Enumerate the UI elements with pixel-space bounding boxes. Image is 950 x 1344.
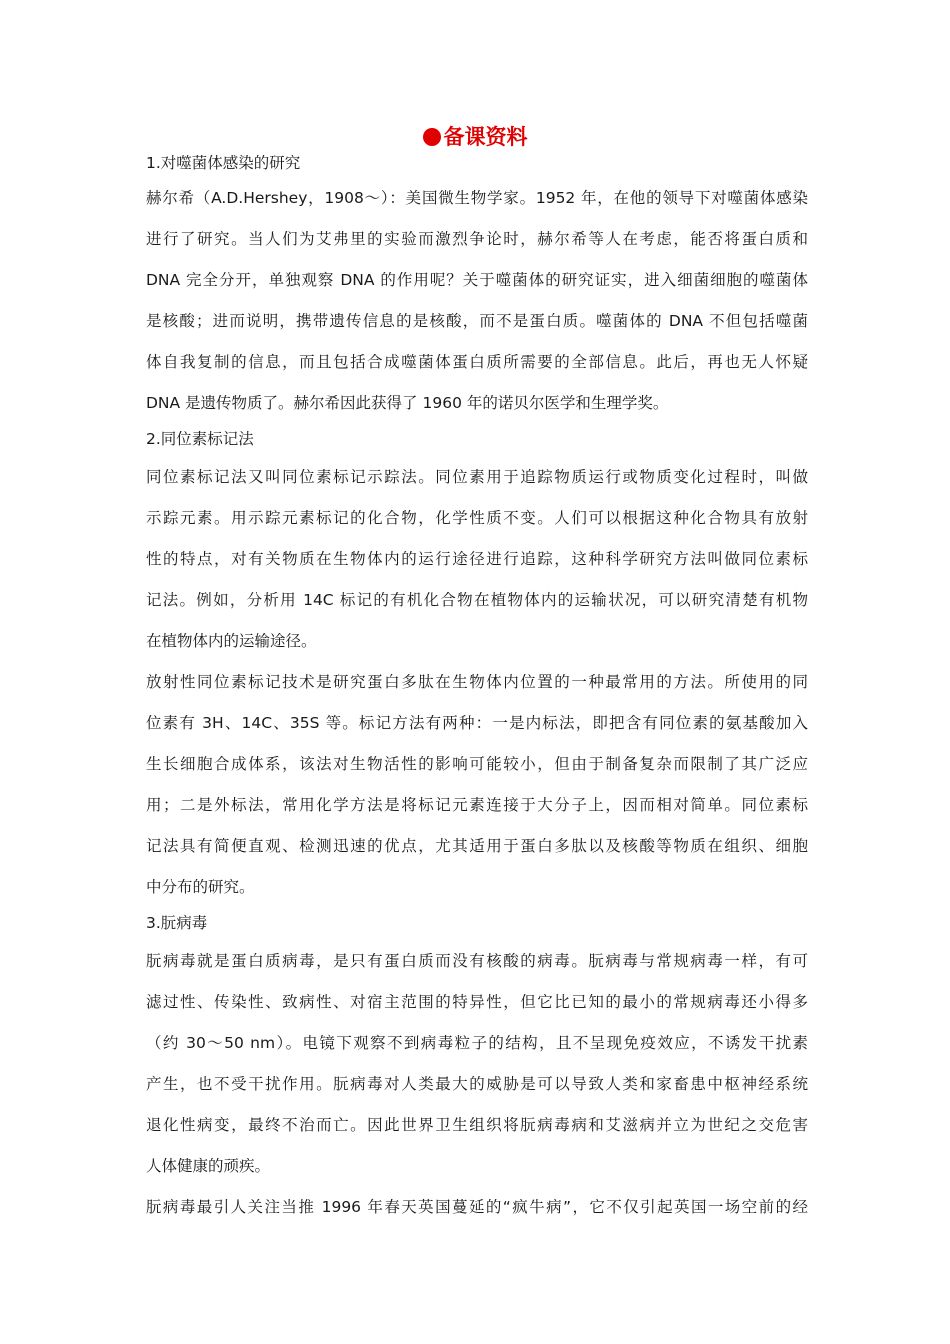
paragraph-line: 同位素标记法又叫同位素标记示踪法。同位素用于追踪物质运行或物质变化过程时，叫做 [146, 468, 808, 486]
paragraph-line: 在植物体内的运输途径。 [146, 632, 317, 650]
paragraph [146, 178, 808, 424]
paragraph-line: 记法具有简便直观、检测迅速的优点，尤其适用于蛋白多肽以及核酸等物质在组织、细胞 [146, 837, 808, 855]
paragraph-line: 示踪元素。用示踪元素标记的化合物，化学性质不变。人们可以根据这种化合物具有放射 [146, 509, 808, 527]
paragraph-line: DNA 是遗传物质了。赫尔希因此获得了 1960 年的诺贝尔医学和生理学奖。 [146, 394, 669, 412]
paragraph-line: （约 30～50 nm）。电镜下观察不到病毒粒子的结构，且不呈现免疫效应，不诱发干扰素 [146, 1034, 808, 1052]
paragraph-line: 赫尔希（A.D.Hershey，1908～）：美国微生物学家。1952 年，在他的领导下对噬菌体感染 [146, 189, 808, 207]
paragraph [146, 662, 808, 908]
paragraph-line: 进行了研究。当人们为艾弗里的实验而激烈争论时，赫尔希等人在考虑，能否将蛋白质和 [146, 230, 808, 248]
paragraph-line: 位素有 3H、14C、35S 等。标记方法有两种：一是内标法，即把含有同位素的氨基酸加入 [146, 714, 808, 732]
paragraph-line: 中分布的研究。 [146, 878, 255, 896]
section-heading: 2.同位素标记法 [146, 430, 254, 448]
paragraph-line: 体自我复制的信息，而且包括合成噬菌体蛋白质所需要的全部信息。此后，再也无人怀疑 [146, 353, 808, 371]
paragraph-line: 生长细胞合成体系，该法对生物活性的影响可能较小，但由于制备复杂而限制了其广泛应 [146, 755, 808, 773]
paragraph-line: 朊病毒最引人关注当推 1996 年春天英国蔓延的“疯牛病”，它不仅引起英国一场空前的经 [146, 1198, 808, 1216]
paragraph-line: DNA 完全分开，单独观察 DNA 的作用呢？关于噬菌体的研究证实，进入细菌细胞的噬菌体 [146, 271, 808, 289]
document-body [146, 148, 808, 1228]
section-heading: 1.对噬菌体感染的研究 [146, 154, 301, 172]
paragraph-line: 放射性同位素标记技术是研究蛋白多肽在生物体内位置的一种最常用的方法。所使用的同 [146, 673, 808, 691]
paragraph-line: 朊病毒就是蛋白质病毒，是只有蛋白质而没有核酸的病毒。朊病毒与常规病毒一样，有可 [146, 952, 808, 970]
paragraph-line: 人体健康的顽疾。 [146, 1157, 271, 1175]
paragraph [146, 1187, 808, 1228]
section-heading: 3.朊病毒 [146, 914, 208, 932]
paragraph-line: 滤过性、传染性、致病性、对宿主范围的特异性，但它比已知的最小的常规病毒还小得多 [146, 993, 808, 1011]
paragraph-line: 性的特点，对有关物质在生物体内的运行途径进行追踪，这种科学研究方法叫做同位素标 [146, 550, 808, 568]
paragraph-line: 记法。例如，分析用 14C 标记的有机化合物在植物体内的运输状况，可以研究清楚有机物 [146, 591, 808, 609]
paragraph-line: 退化性病变，最终不治而亡。因此世界卫生组织将朊病毒病和艾滋病并立为世纪之交危害 [146, 1116, 808, 1134]
paragraph-line: 用；二是外标法，常用化学方法是将标记元素连接于大分子上，因而相对简单。同位素标 [146, 796, 808, 814]
paragraph-line: 是核酸；进而说明，携带遗传信息的是核酸，而不是蛋白质。噬菌体的 DNA 不但包括噬菌 [146, 312, 808, 330]
paragraph [146, 457, 808, 662]
document-title-text: 备课资料 [443, 125, 528, 149]
bullet-dot-icon [423, 128, 441, 146]
paragraph-line: 产生，也不受干扰作用。朊病毒对人类最大的威胁是可以导致人类和家畜患中枢神经系统 [146, 1075, 808, 1093]
paragraph [146, 941, 808, 1187]
